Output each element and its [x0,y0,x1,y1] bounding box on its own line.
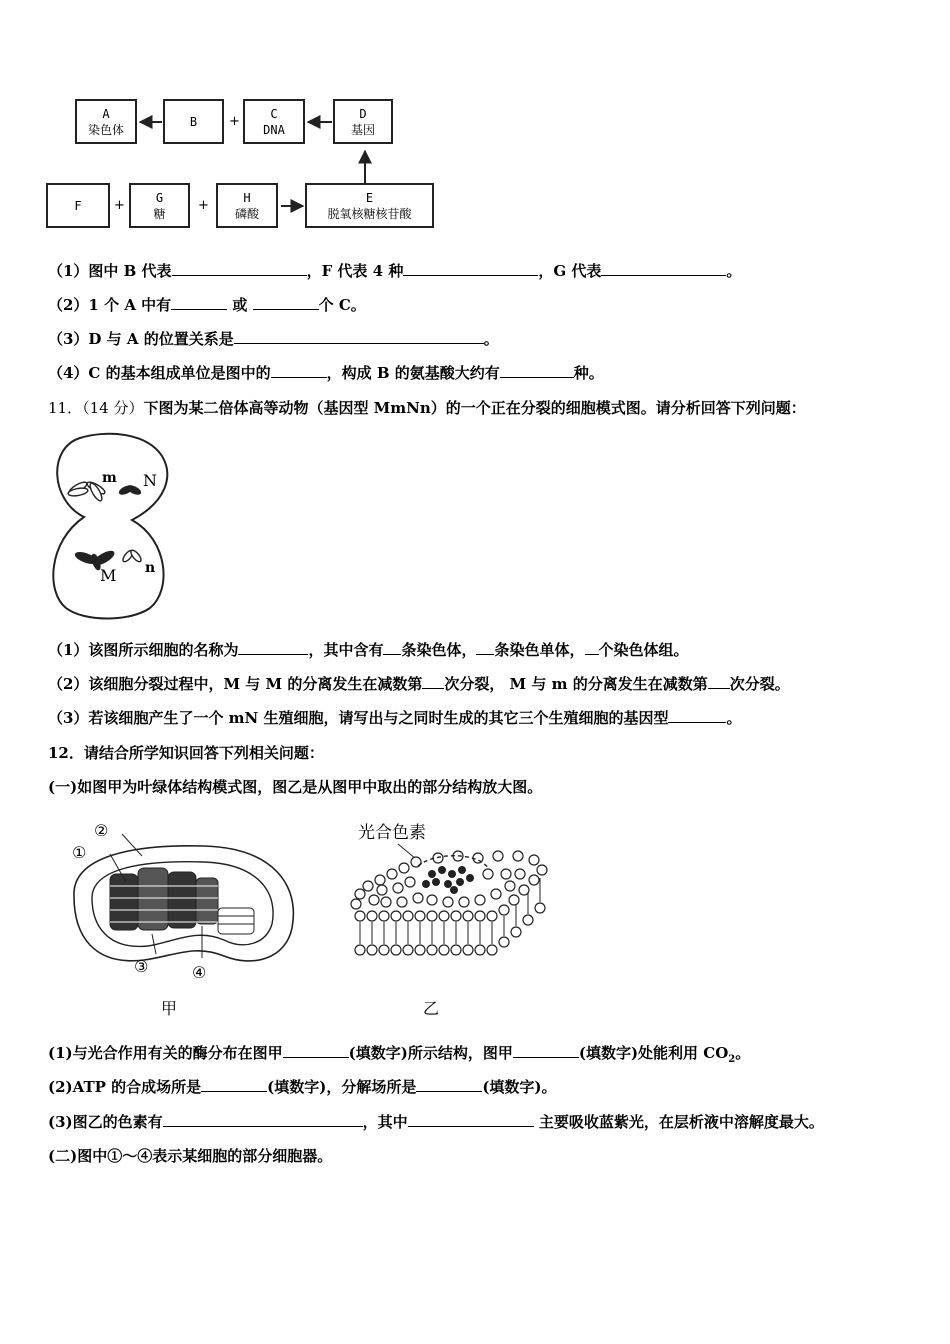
label-m: m [102,470,117,486]
answer-blank[interactable] [668,708,726,723]
answer-blank[interactable] [408,1112,534,1127]
chromosome-n-pair [121,549,143,564]
box-d [333,99,393,144]
answer-blank[interactable] [171,295,227,310]
plus-sign: + [229,114,240,129]
pigment-label: 光合色素 [358,823,426,843]
answer-blank[interactable] [500,363,574,378]
answer-blank[interactable] [283,1043,349,1058]
answer-blank[interactable] [403,261,538,276]
label-n: n [145,560,156,576]
q11-item-2: （2）该细胞分裂过程中，M 与 M 的分离发生在减数第 次分裂， M 与 m 的分离发生在减数第 次分裂。 [48,675,790,693]
figure-caption-jia: 甲 [161,999,178,1018]
q12-part1-intro: (一)如图甲为叶绿体结构模式图，图乙是从图甲中取出的部分结构放大图。 [48,778,543,796]
box-a-label: 染色体 [87,122,124,137]
box-c-label: DNA [263,122,285,137]
q12-item-2: (2)ATP 的合成场所是 (填数字)，分解场所是 (填数字)。 [48,1078,557,1096]
box-h-letter: H [243,190,251,205]
label-4: ④ [192,963,207,982]
answer-blank[interactable] [383,640,401,655]
box-b [163,99,224,144]
box-c-letter: C [270,106,278,121]
box-d-letter: D [359,106,367,121]
answer-blank[interactable] [201,1077,267,1092]
box-h [216,183,278,228]
grana-stacks [110,868,254,934]
label-N: N [143,471,157,490]
plus-sign: + [114,198,125,213]
pigment-cluster [422,866,474,894]
label-3: ③ [134,957,149,976]
box-a-letter: A [102,106,110,121]
answer-blank[interactable] [271,363,327,378]
q11-stem: 11．（14 分）下图为某二倍体高等动物（基因型 MmNn）的一个正在分裂的细胞模式图。请分析回答下列问题： [48,399,806,417]
box-g-label: 糖 [153,206,166,221]
answer-blank[interactable] [601,261,726,276]
box-g-letter: G [155,190,164,205]
answer-blank[interactable] [238,640,308,655]
box-g [129,183,190,228]
plus-sign: + [198,198,209,213]
answer-blank[interactable] [513,1043,579,1058]
dividing-cell-figure [44,430,172,622]
answer-blank[interactable] [172,261,307,276]
box-h-label: 磷酸 [234,206,259,221]
cell-membrane [53,434,167,619]
q11-item-3: （3）若该细胞产生了一个 mN 生殖细胞，请写出与之同时生成的其它三个生殖细胞的基因型 。 [48,709,742,727]
answer-blank[interactable] [234,329,484,344]
thylakoid-membrane-figure [338,816,560,966]
chloroplast-figure [64,816,304,986]
q10-item-2: （2）1 个 A 中有 或 个 C。 [48,296,366,314]
box-f-letter: F [74,198,82,213]
q10-item-4: （4）C 的基本组成单位是图中的 ，构成 B 的氨基酸大约有 种。 [48,364,604,382]
box-e [305,183,434,228]
q12-item-3: (3)图乙的色素有 ，其中 主要吸收蓝紫光，在层析液中溶解度最大。 [48,1113,824,1131]
figure-caption-yi: 乙 [423,999,440,1018]
answer-blank[interactable] [476,640,494,655]
q12-part2-intro: (二)图中①～④表示某细胞的部分细胞器。 [48,1147,333,1165]
q11-item-1: （1）该图所示细胞的名称为 ，其中含有 条染色体， 条染色单体， 个染色体组。 [48,641,689,659]
box-a [75,99,137,144]
answer-blank[interactable] [163,1112,363,1127]
q10-item-1: （1）图中 B 代表 ，F 代表 4 种 ，G 代表 。 [48,262,742,280]
box-b-letter: B [189,114,198,129]
label-1: ① [72,843,87,862]
chromosome-N-pair [118,484,141,495]
q12-stem: 12．请结合所学知识回答下列相关问题： [48,744,324,762]
label-M: M [100,566,117,585]
answer-blank[interactable] [585,640,599,655]
answer-blank[interactable] [422,674,444,689]
box-d-label: 基因 [350,122,375,137]
box-e-letter: E [365,190,374,205]
box-c [243,99,305,144]
subscript-2: 2 [728,1054,736,1065]
answer-blank[interactable] [253,295,319,310]
q10-item-3: （3）D 与 A 的位置关系是 。 [48,330,499,348]
chromosome-m-pair [68,480,107,502]
box-f [46,183,110,228]
q12-item-1: (1)与光合作用有关的酶分布在图甲 (填数字)所示结构，图甲 (填数字)处能利用 $CO_2$。 [48,1044,751,1065]
box-e-label: 脱氧核糖核苷酸 [327,206,412,221]
answer-blank[interactable] [416,1077,482,1092]
answer-blank[interactable] [708,674,730,689]
label-2: ② [94,821,109,840]
